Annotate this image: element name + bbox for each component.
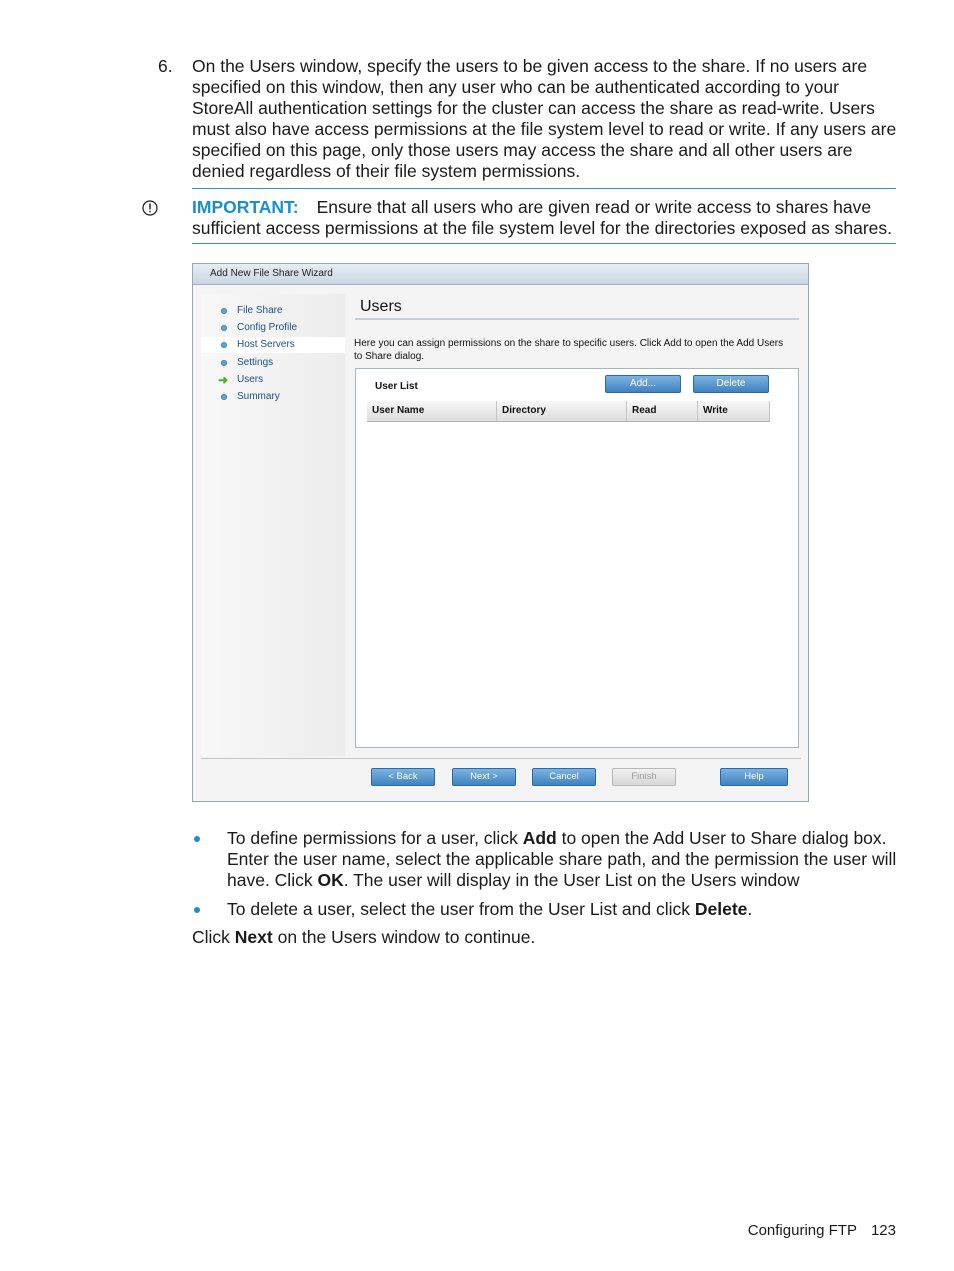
- nav-item-label: Users: [237, 374, 264, 385]
- page-number: 123: [870, 1222, 896, 1239]
- nav-item-host-servers[interactable]: [201, 337, 345, 353]
- text-run: on the Users window to continue.: [272, 927, 536, 947]
- nav-item-label: Settings: [237, 357, 274, 368]
- important-icon: [142, 200, 158, 216]
- user-table-header: [367, 401, 770, 422]
- page-footer: [748, 1222, 896, 1239]
- important-text: Ensure that all users who are given read or write access to shares have sufficient access permissions at the file system level for the directories exposed as shares.: [192, 197, 892, 238]
- content-title-rule: [355, 318, 799, 320]
- bullet-dot-icon: [194, 836, 200, 842]
- column-header-directory[interactable]: Directory: [497, 401, 627, 421]
- nav-item-users[interactable]: [201, 372, 345, 388]
- wizard-screenshot: [192, 263, 809, 802]
- text-run: to open the Add User to Share dialog box. Enter the user name, select the applicable share path, and the permission the user will have. Click: [227, 828, 897, 890]
- bold-term-add: Add: [522, 828, 557, 848]
- bullet-dot-icon: [221, 342, 227, 348]
- bold-term-delete: Delete: [694, 899, 748, 919]
- bold-term-next: Next: [234, 927, 273, 947]
- help-button[interactable]: Help: [720, 768, 788, 786]
- finish-button[interactable]: Finish: [612, 768, 676, 786]
- bold-term-ok: OK: [317, 870, 344, 890]
- important-top-rule: [192, 188, 896, 189]
- step-text: On the Users window, specify the users to be given access to the share. If no users are specified on this window, then any user who can be authenticated according to your StoreAll authentication settings for the cluster can access the share as read-write. Users must also have access permissions at the file system level to read or write. If any users are specified on this page, only those users may access the share and all other users are denied regardless of their file system permissions.: [192, 56, 897, 181]
- wizard-footer-rule: [201, 758, 801, 759]
- column-header-user-name[interactable]: User Name: [367, 401, 497, 421]
- important-bottom-rule: [192, 243, 896, 244]
- column-header-write[interactable]: Write: [698, 401, 770, 421]
- back-button[interactable]: < Back: [371, 768, 435, 786]
- wizard-nav: [201, 294, 345, 756]
- important-text-block: [192, 197, 898, 239]
- text-run: Click: [192, 927, 235, 947]
- content-description: Here you can assign permissions on the share to specific users. Click Add to open the Add Users to Share dialog.: [354, 338, 784, 362]
- bullet-dot-icon: [221, 325, 227, 331]
- step-number: 6.: [158, 56, 173, 76]
- bullet-dot-icon: [194, 907, 200, 913]
- text-run: . The user will display in the User List on the Users window: [343, 870, 800, 890]
- wizard-title: Add New File Share Wizard: [193, 264, 808, 285]
- add-user-button[interactable]: Add...: [605, 375, 681, 393]
- nav-item-label: Summary: [237, 391, 280, 402]
- nav-item-label: Config Profile: [237, 322, 298, 333]
- nav-item-file-share[interactable]: [201, 303, 345, 319]
- closing-paragraph: [192, 927, 898, 948]
- delete-user-button[interactable]: Delete: [693, 375, 769, 393]
- footer-section: Configuring FTP: [747, 1222, 857, 1239]
- important-label: IMPORTANT:: [192, 197, 299, 217]
- bullet-dot-icon: [221, 360, 227, 366]
- nav-item-label: Host Servers: [237, 339, 295, 350]
- nav-item-config-profile[interactable]: [201, 320, 345, 336]
- nav-item-settings[interactable]: [201, 355, 345, 371]
- user-list-title: User List: [375, 381, 418, 392]
- nav-item-summary[interactable]: [201, 389, 345, 405]
- column-header-read[interactable]: Read: [627, 401, 698, 421]
- user-list-panel: [355, 368, 799, 748]
- next-button[interactable]: Next >: [452, 768, 516, 786]
- content-title: Users: [360, 298, 402, 315]
- current-step-arrow-icon: ➜: [218, 373, 229, 387]
- bullet-text: [227, 899, 898, 920]
- bullet-dot-icon: [221, 394, 227, 400]
- cancel-button[interactable]: Cancel: [532, 768, 596, 786]
- text-run: To define permissions for a user, click: [227, 828, 523, 848]
- bullet-text: [227, 828, 898, 891]
- text-run: .: [747, 899, 753, 919]
- bullet-dot-icon: [221, 308, 227, 314]
- nav-item-label: File Share: [237, 305, 283, 316]
- text-run: To delete a user, select the user from the User List and click: [227, 899, 695, 919]
